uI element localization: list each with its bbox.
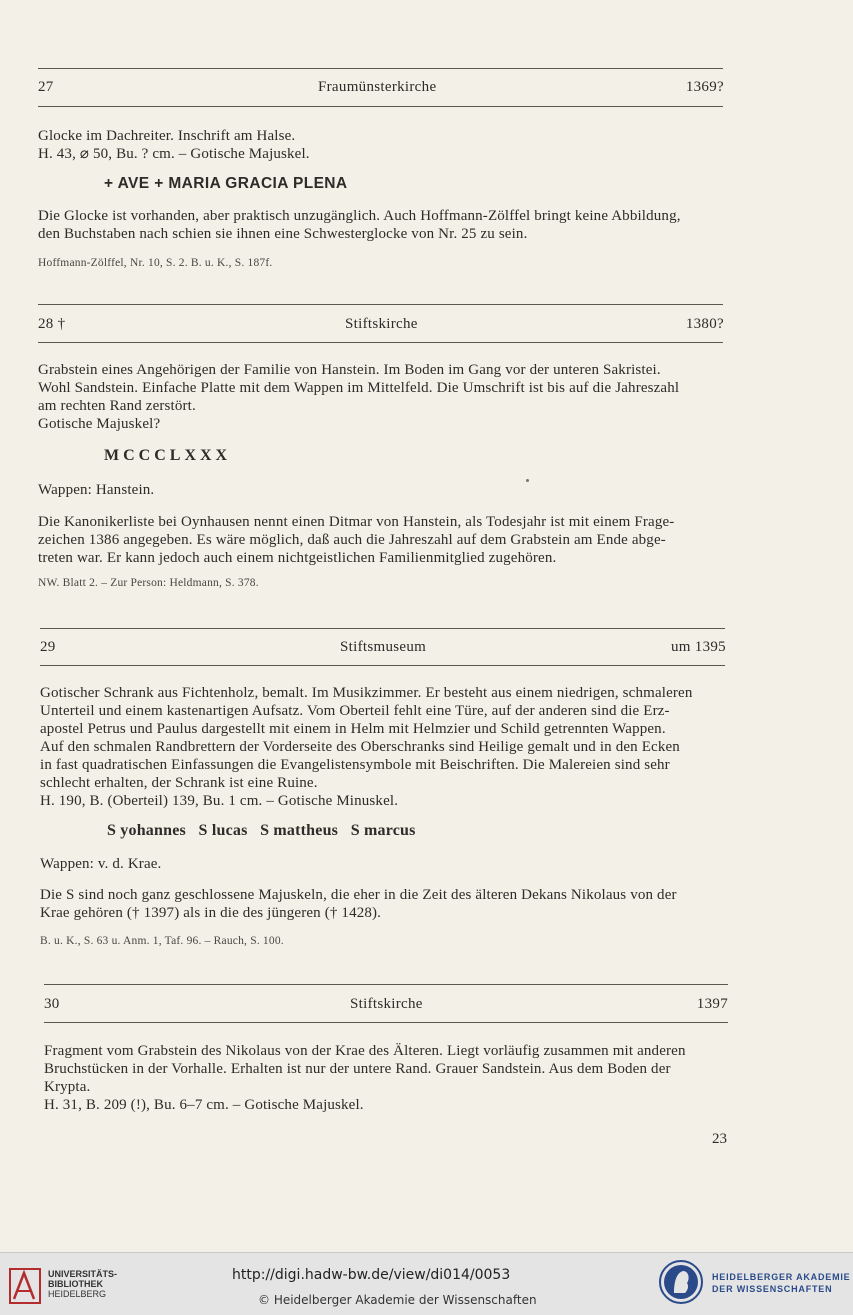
entry-description xyxy=(40,684,692,810)
text-line: Krypta. xyxy=(44,1079,91,1095)
entry-date: um 1395 xyxy=(670,639,726,655)
text-line: in fast quadratischen Einfassungen die Evangelistensymbole mit Beischriften. Die Malereien sind sehr xyxy=(40,757,670,773)
text-line: Gotischer Schrank aus Fichtenholz, bemalt. Im Musikzimmer. Er besteht aus einem niedrigen, schmaleren xyxy=(40,685,693,701)
inscription: S yohannes S lucas S mattheus S marcus xyxy=(107,822,416,839)
library-line: UNIVERSITÄTS- xyxy=(48,1269,118,1279)
entry-date: 1380? xyxy=(685,316,724,332)
text-line: treten war. Er kann jedoch auch einem nichtgeistlichen Familienmitglied zugehören. xyxy=(38,550,557,566)
text-line: H. 190, B. (Oberteil) 139, Bu. 1 cm. – Gotische Minuskel. xyxy=(40,793,399,809)
entry-number: 27 xyxy=(38,79,54,95)
text-line: Die Kanonikerliste bei Oynhausen nennt einen Ditmar von Hanstein, als Todesjahr ist mit einem Frage- xyxy=(38,514,675,530)
text-line: den Buchstaben nach schien sie ihnen eine Schwesterglocke von Nr. 25 zu sein. xyxy=(38,226,528,242)
text-line: H. 43, ⌀ 50, Bu. ? cm. – Gotische Majuskel. xyxy=(38,146,310,162)
wappen: Wappen: v. d. Krae. xyxy=(40,856,162,872)
text-line: Auf den schmalen Randbrettern der Vorderseite des Oberschranks sind Heilige gemalt und in den Ecken xyxy=(40,739,680,755)
text-line: schlecht erhalten, der Schrank ist eine Ruine. xyxy=(40,775,318,791)
text-line: Grabstein eines Angehörigen der Familie von Hanstein. Im Boden im Gang vor der unteren Sakristei. xyxy=(38,362,661,378)
copyright-notice: © Heidelberger Akademie der Wissenschaften xyxy=(258,1293,537,1307)
entry-rule-bottom xyxy=(38,106,723,107)
viewer-footer xyxy=(0,1252,853,1315)
university-library-logo-icon[interactable] xyxy=(8,1263,42,1307)
text-line: Die S sind noch ganz geschlossene Majuskeln, die eher in die Zeit des älteren Dekans Nikolaus von der xyxy=(40,887,677,903)
entry-location: Stiftskirche xyxy=(345,316,418,332)
text-line: apostel Petrus und Paulus dargestellt mit einem in Helm mit Helmzier und Schild getrennten Wappen. xyxy=(40,721,666,737)
text-line: H. 31, B. 209 (!), Bu. 6–7 cm. – Gotische Majuskel. xyxy=(44,1097,364,1113)
text-line: Krae gehören († 1397) als in die des jüngeren († 1428). xyxy=(40,905,382,921)
inscription: MCCCLXXX xyxy=(104,447,232,464)
references: NW. Blatt 2. – Zur Person: Heldmann, S. 378. xyxy=(38,577,259,589)
wappen: Wappen: Hanstein. xyxy=(38,482,155,498)
inscription: + AVE + MARIA GRACIA PLENA xyxy=(104,175,348,192)
entry-location: Fraumünsterkirche xyxy=(318,79,437,95)
entry-description xyxy=(38,127,310,163)
university-library-name xyxy=(48,1269,117,1299)
entry-number: 28 † xyxy=(38,316,66,332)
entry-rule-top xyxy=(38,304,723,305)
entry-number: 30 xyxy=(44,996,60,1012)
entry-date: 1369? xyxy=(685,79,724,95)
library-line: HEIDELBERG xyxy=(48,1289,107,1299)
entry-description xyxy=(44,1042,686,1114)
entry-location: Stiftsmuseum xyxy=(340,639,427,655)
text-line: Bruchstücken in der Vorhalle. Erhalten ist nur der untere Rand. Grauer Sandstein. Aus dem Boden der xyxy=(44,1061,671,1077)
references: B. u. K., S. 63 u. Anm. 1, Taf. 96. – Rauch, S. 100. xyxy=(40,935,284,947)
references: Hoffmann-Zölffel, Nr. 10, S. 2. B. u. K., S. 187f. xyxy=(38,257,273,269)
entry-commentary xyxy=(38,513,674,567)
academy-logo-icon[interactable] xyxy=(658,1259,704,1305)
academy-name xyxy=(712,1271,850,1295)
text-line: Unterteil und einem kastenartigen Aufsatz. Vom Oberteil fehlt eine Türe, auf der anderen sind die Erz- xyxy=(40,703,670,719)
entry-rule-bottom xyxy=(38,342,723,343)
academy-line: DER WISSENSCHAFTEN xyxy=(712,1284,833,1294)
entry-date: 1397 xyxy=(696,996,728,1012)
text-line: Fragment vom Grabstein des Nikolaus von der Krae des Älteren. Liegt vorläufig zusammen mit anderen xyxy=(44,1043,686,1059)
entry-rule-top xyxy=(40,628,725,629)
entry-rule-bottom xyxy=(40,665,725,666)
text-line: Die Glocke ist vorhanden, aber praktisch unzugänglich. Auch Hoffmann-Zölffel bringt keine Abbildung, xyxy=(38,208,681,224)
library-line: BIBLIOTHEK xyxy=(48,1279,103,1289)
entry-location: Stiftskirche xyxy=(350,996,423,1012)
entry-description xyxy=(38,361,679,433)
entry-commentary xyxy=(40,886,677,922)
entry-commentary xyxy=(38,207,681,243)
text-line: zeichen 1386 angegeben. Es wäre möglich, daß auch die Jahreszahl auf dem Grabstein am Ende abge- xyxy=(38,532,666,548)
permalink-url[interactable]: http://digi.hadw-bw.de/view/di014/0053 xyxy=(232,1267,511,1283)
academy-line: HEIDELBERGER AKADEMIE xyxy=(712,1272,851,1282)
text-line: Gotische Majuskel? xyxy=(38,416,161,432)
entry-number: 29 xyxy=(40,639,56,655)
page-number: 23 xyxy=(712,1131,727,1147)
text-line: am rechten Rand zerstört. xyxy=(38,398,196,414)
entry-rule-top xyxy=(44,984,728,985)
text-line: Wohl Sandstein. Einfache Platte mit dem Wappen im Mittelfeld. Die Umschrift ist bis auf die Jahreszahl xyxy=(38,380,680,396)
entry-rule-top xyxy=(38,68,723,69)
entry-rule-bottom xyxy=(44,1022,728,1023)
text-line: Glocke im Dachreiter. Inschrift am Halse. xyxy=(38,128,296,144)
ink-speck xyxy=(526,479,529,482)
